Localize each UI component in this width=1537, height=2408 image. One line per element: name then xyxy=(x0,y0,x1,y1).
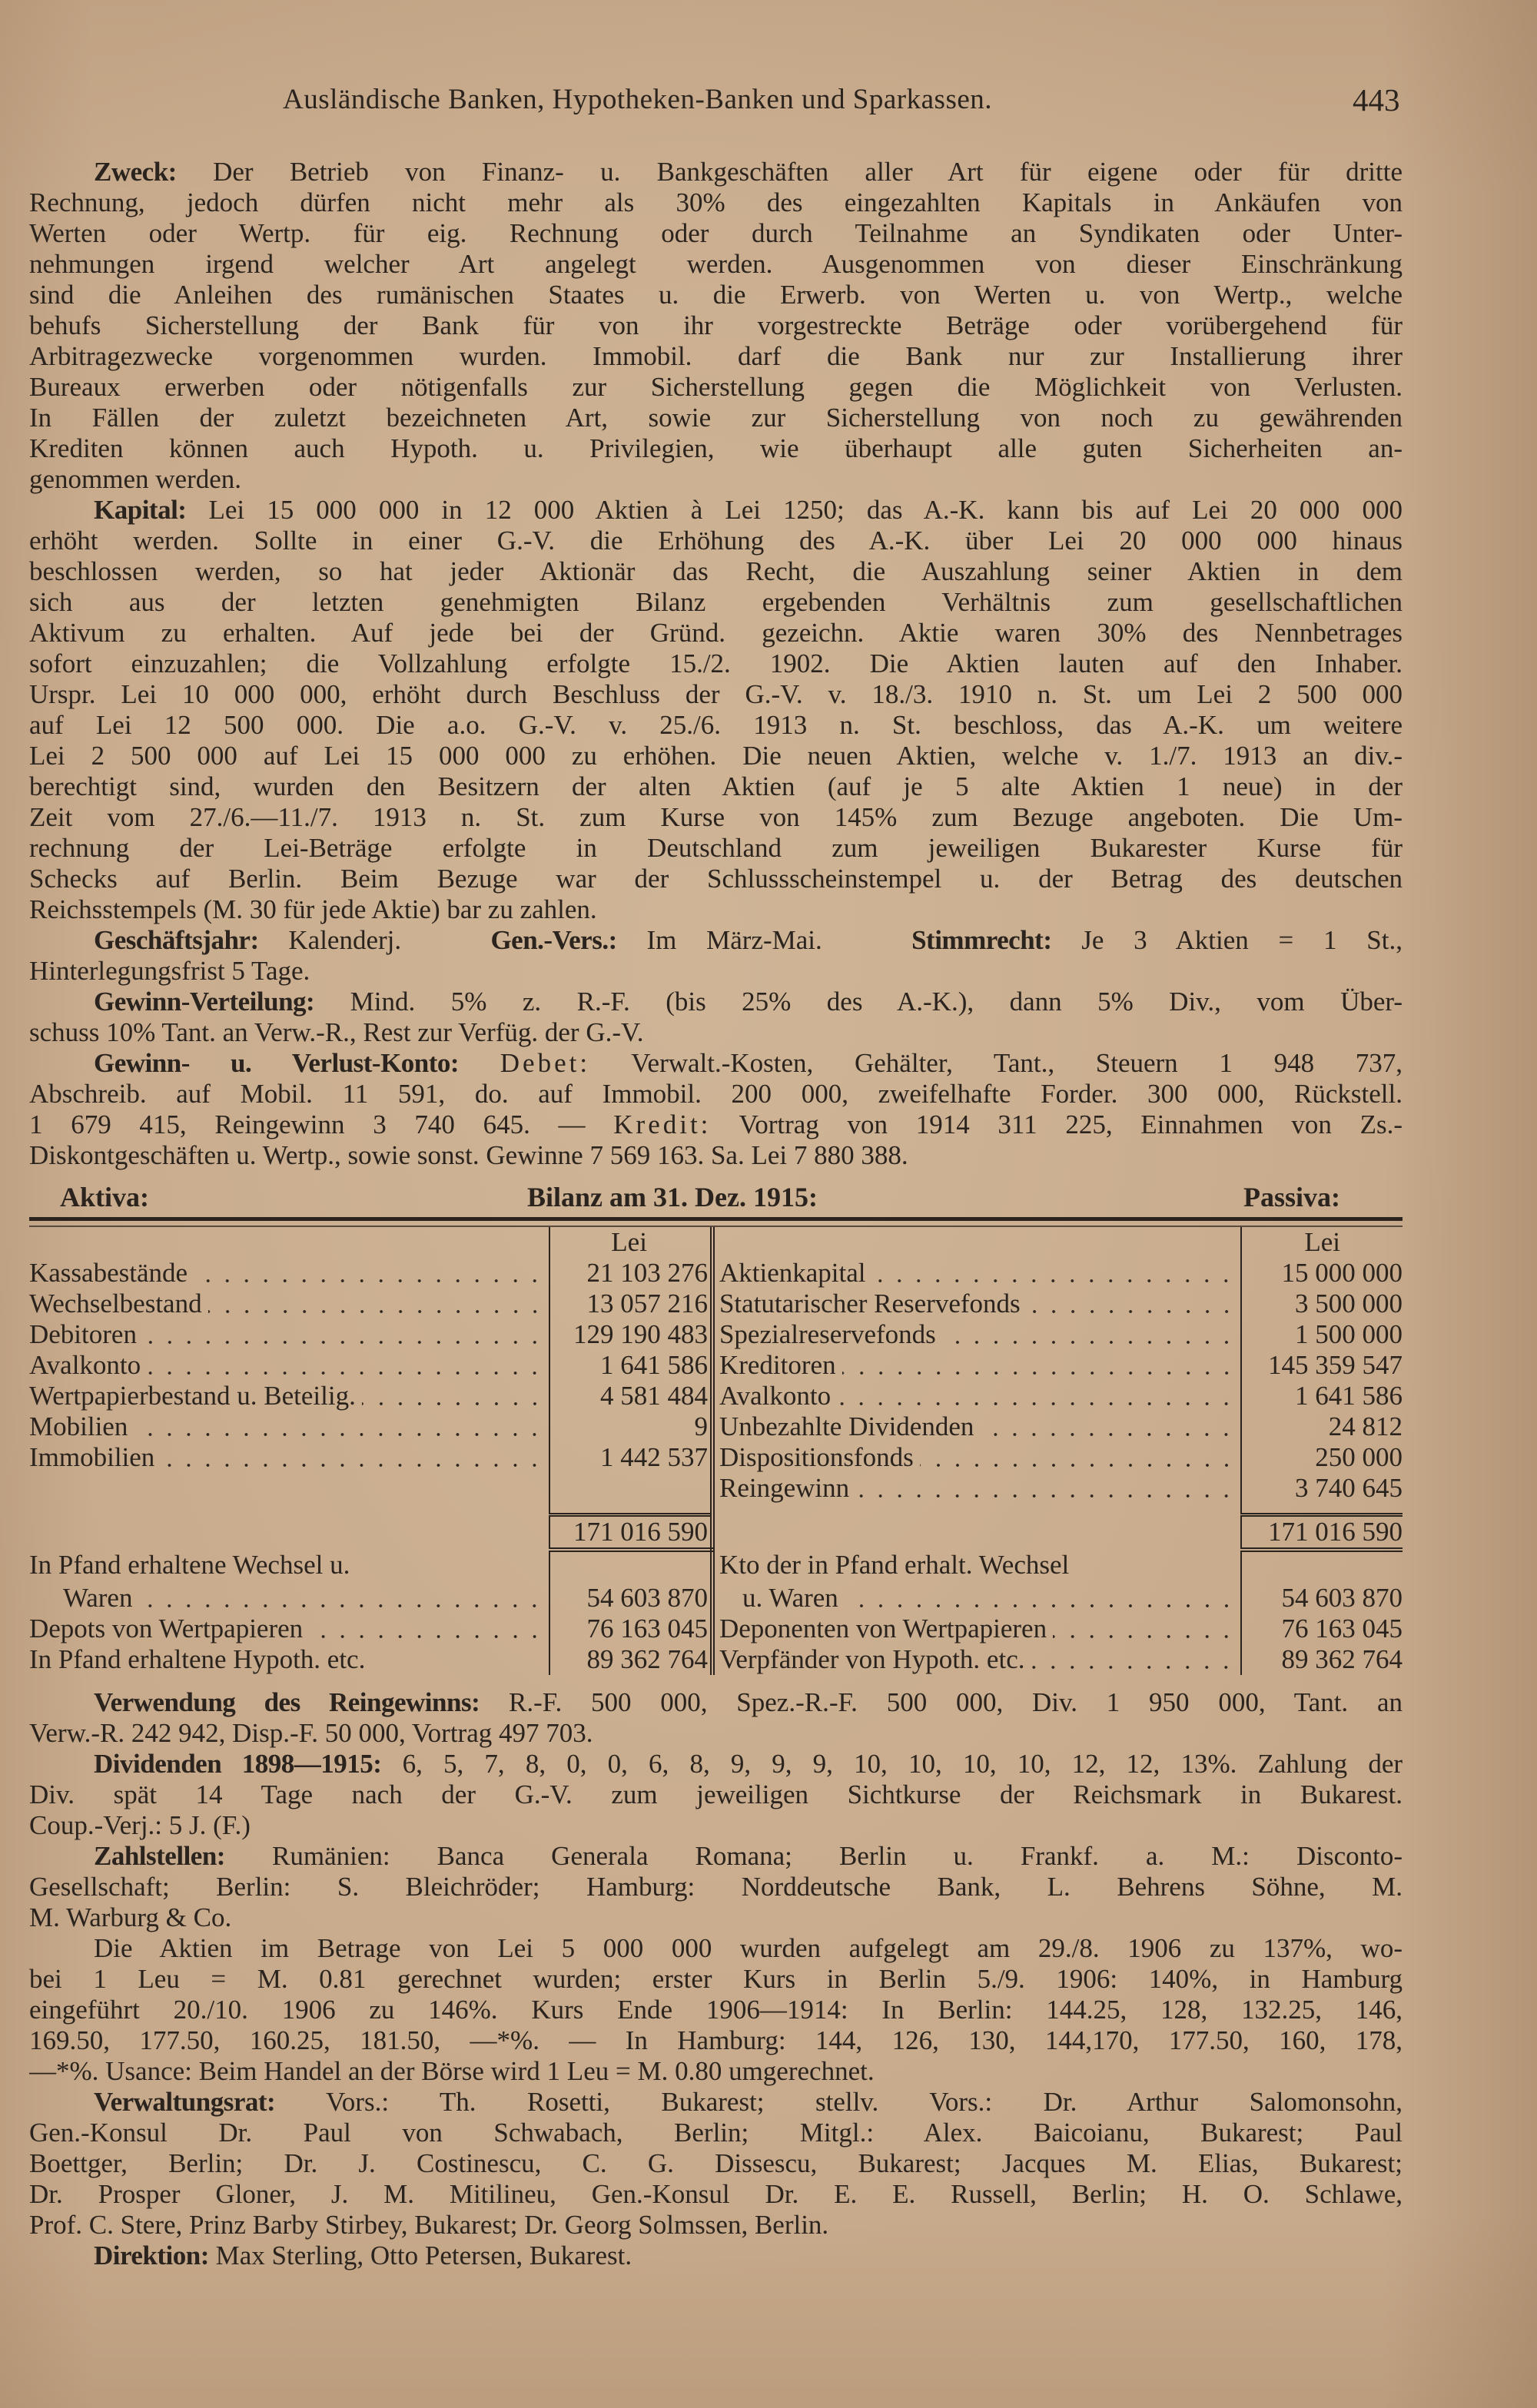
balance-table xyxy=(29,1227,1403,1675)
text-line xyxy=(29,218,1403,249)
dot-leader xyxy=(842,1350,1237,1381)
balance-sheet-title: Bilanz am 31. Dez. 1915: xyxy=(527,1182,818,1212)
text-line xyxy=(29,802,1403,833)
account-label xyxy=(29,1644,544,1675)
account-label-cell xyxy=(29,1411,549,1442)
dot-leader xyxy=(147,1350,544,1381)
line-text: sich aus der letzten genehmigten Bilanz ergebenden Verhältnis zum gesellschaftlichen xyxy=(29,587,1403,617)
account-label-cell xyxy=(712,1442,1241,1473)
line-text: —*%. Usance: Beim Handel an der Börse wird 1 Leu = M. 0.80 umgerechnet. xyxy=(29,2056,875,2086)
account-label xyxy=(29,1473,544,1504)
paragraph xyxy=(29,1933,1403,2087)
total-assets: 171 016 590 xyxy=(549,1515,712,1551)
liability-value: 145 359 547 xyxy=(1241,1350,1403,1381)
account-label-cell xyxy=(29,1583,549,1614)
text-line xyxy=(29,341,1403,372)
account-label-cell xyxy=(29,1644,549,1675)
text-line xyxy=(29,1872,1403,1902)
text-line xyxy=(29,1902,1403,1933)
line-text: beschlossen werden, so hat jeder Aktionär das Recht, die Auszahlung seiner Aktien in dem xyxy=(29,556,1403,586)
text-line xyxy=(29,864,1403,894)
section-label: Kapital: xyxy=(94,495,187,525)
empty-cell xyxy=(549,1504,712,1515)
section-label: Verwaltungsrat: xyxy=(94,2087,276,2117)
account-name: Aktienkapital xyxy=(719,1258,866,1288)
account-label-cell xyxy=(29,1614,549,1644)
text-line xyxy=(29,1964,1403,1995)
account-label-cell xyxy=(29,1442,549,1473)
line-text: Coup.-Verj.: 5 J. (F.) xyxy=(29,1810,251,1840)
paragraph xyxy=(29,1841,1403,1933)
pledge-row xyxy=(29,1644,1403,1675)
text-line xyxy=(29,741,1403,771)
account-label xyxy=(719,1550,1236,1580)
text-line xyxy=(29,1718,1403,1749)
dot-leader xyxy=(309,1614,544,1644)
paragraph xyxy=(29,925,1403,987)
liability-value: 1 500 000 xyxy=(1241,1319,1403,1350)
line-text: Arbitragezwecke vorgenommen wurden. Immobil. darf die Bank nur zur Installierung ihrer xyxy=(29,341,1403,371)
line-text: Prof. C. Stere, Prinz Barby Stirbey, Bukarest; Dr. Georg Solmssen, Berlin. xyxy=(29,2210,829,2240)
section-label: Geschäftsjahr: xyxy=(94,925,259,955)
line-text: Reichsstempels (M. 30 für jede Aktie) bar zu zahlen. xyxy=(29,894,597,924)
line-text: Urspr. Lei 10 000 000, erhöht durch Beschluss der G.-V. v. 18./3. 1910 n. St. um Lei 2 500 000 xyxy=(29,679,1403,709)
dot-leader xyxy=(362,1381,544,1411)
paragraph xyxy=(29,2241,1403,2271)
line-text: berechtigt sind, wurden den Besitzern der alten Aktien (auf je 5 alte Aktien 1 neue) in der xyxy=(29,771,1403,801)
text-line xyxy=(29,2056,1403,2087)
line-text: M. Warburg & Co. xyxy=(29,1902,232,1932)
account-label-cell xyxy=(712,1350,1241,1381)
text-line xyxy=(29,987,1403,1017)
account-name: Avalkonto xyxy=(719,1381,832,1411)
line-text: Der Betrieb von Finanz- u. Bankgeschäften aller Art für eigene oder für dritte xyxy=(176,157,1403,187)
dot-leader xyxy=(143,1319,544,1350)
dot-leader xyxy=(194,1258,544,1289)
account-label-cell xyxy=(712,1289,1241,1319)
line-text: sind die Anleihen des rumänischen Staates u. die Erwerb. von Werten u. von Wertp., welche xyxy=(29,280,1403,310)
section-label: Verwendung des Reingewinns: xyxy=(94,1687,480,1717)
account-label-cell xyxy=(712,1644,1241,1675)
liability-value: 24 812 xyxy=(1241,1411,1403,1442)
dot-leader xyxy=(1027,1289,1237,1319)
account-label-cell xyxy=(712,1411,1241,1442)
asset-value: 21 103 276 xyxy=(549,1258,712,1289)
paragraph xyxy=(29,987,1403,1048)
account-name: Spezialreservefonds xyxy=(719,1319,936,1349)
line-text: 1 679 415, Reingewinn 3 740 645. — xyxy=(29,1109,614,1139)
text-line xyxy=(29,1109,1403,1140)
text-line xyxy=(29,894,1403,925)
asset-value: 9 xyxy=(549,1411,712,1442)
liability-value: 15 000 000 xyxy=(1241,1258,1403,1289)
body-text-bottom xyxy=(29,1687,1403,2271)
line-text: 169.50, 177.50, 160.25, 181.50, —*%. — In Hamburg: 144, 126, 130, 144,170, 177.50, 160, 178, xyxy=(29,2025,1403,2055)
account-label xyxy=(29,1350,544,1381)
dot-leader xyxy=(942,1319,1236,1350)
pledge-row xyxy=(29,1614,1403,1644)
aktiva-heading: Aktiva: xyxy=(60,1182,149,1212)
line-text: Vortrag von 1914 311 225, Einnahmen von Zs.- xyxy=(711,1109,1403,1139)
account-label xyxy=(29,1614,544,1644)
account-label-cell xyxy=(712,1583,1241,1614)
account-label-cell xyxy=(712,1473,1241,1504)
account-name: Statutarischer Reservefonds xyxy=(719,1289,1021,1318)
line-text: Mind. 5% z. R.-F. (bis 25% des A.-K.), dann 5% Div., vom Über- xyxy=(314,987,1403,1017)
line-text: Kalenderj. xyxy=(258,925,491,955)
line-text: Div. spät 14 Tage nach der G.-V. zum jeweiligen Sichtkurse der Reichsmark in Bukarest. xyxy=(29,1779,1403,1809)
paragraph xyxy=(29,1048,1403,1171)
section-label: Zahlstellen: xyxy=(94,1841,225,1871)
balance-row xyxy=(29,1473,1403,1504)
liability-value: 1 641 586 xyxy=(1241,1381,1403,1411)
asset-value: 1 641 586 xyxy=(549,1350,712,1381)
empty-cell xyxy=(29,1504,549,1515)
account-name: In Pfand erhaltene Hypoth. etc. xyxy=(29,1644,366,1674)
text-line xyxy=(29,280,1403,310)
line-text: Gesellschaft; Berlin: S. Bleichröder; Hamburg: Norddeutsche Bank, L. Behrens Söhne, M. xyxy=(29,1872,1403,1902)
page-body xyxy=(29,157,1403,2271)
balance-row xyxy=(29,1319,1403,1350)
empty-cell xyxy=(712,1227,1241,1258)
line-text: Im März-Mai. xyxy=(616,925,912,955)
section-label: Stimmrecht: xyxy=(911,925,1052,955)
account-name: Kreditoren xyxy=(719,1350,836,1380)
balance-row xyxy=(29,1381,1403,1411)
balance-row xyxy=(29,1442,1403,1473)
account-name: Mobilien xyxy=(29,1411,128,1441)
text-line xyxy=(29,833,1403,864)
dot-leader xyxy=(1031,1644,1236,1675)
asset-value: 89 362 764 xyxy=(549,1644,712,1675)
text-line xyxy=(29,771,1403,802)
dot-leader xyxy=(1053,1614,1236,1644)
text-line xyxy=(29,1779,1403,1810)
passiva-heading: Passiva: xyxy=(1243,1182,1340,1212)
text-line xyxy=(29,1933,1403,1964)
text-line xyxy=(29,2118,1403,2148)
asset-value: 129 190 483 xyxy=(549,1319,712,1350)
line-text: schuss 10% Tant. an Verw.-R., Rest zur Verfüg. der G.-V. xyxy=(29,1017,644,1047)
section-label: Zweck: xyxy=(94,157,177,187)
account-label xyxy=(29,1289,544,1319)
account-name: Avalkonto xyxy=(29,1350,141,1380)
account-name: Unbezahlte Dividenden xyxy=(719,1411,974,1441)
text-line xyxy=(29,710,1403,741)
pledge-row xyxy=(29,1583,1403,1614)
line-text: auf Lei 12 500 000. Die a.o. G.-V. v. 25./6. 1913 n. St. beschloss, das A.-K. um weitere xyxy=(29,710,1403,740)
account-label-cell xyxy=(29,1319,549,1350)
liability-value: 54 603 870 xyxy=(1241,1583,1403,1614)
account-label-cell xyxy=(712,1614,1241,1644)
account-name: Kassabestände xyxy=(29,1258,188,1288)
text-line xyxy=(29,2087,1403,2118)
account-label xyxy=(719,1319,1236,1350)
balance-sheet-heading xyxy=(29,1180,1403,1214)
account-label xyxy=(719,1289,1236,1319)
section-label: Gewinn- u. Verlust-Konto: xyxy=(94,1048,460,1078)
line-text: Lei 2 500 000 auf Lei 15 000 000 zu erhöhen. Die neuen Aktien, welche v. 1./7. 1913 an div.- xyxy=(29,741,1403,771)
dot-leader xyxy=(138,1583,544,1614)
running-title: Ausländische Banken, Hypotheken-Banken und Sparkassen. xyxy=(283,84,993,115)
paragraph xyxy=(29,2087,1403,2241)
line-text: Abschreib. auf Mobil. 11 591, do. auf Immobil. 200 000, zweifelhafte Forder. 300 000, Rückstell. xyxy=(29,1079,1403,1109)
balance-row xyxy=(29,1411,1403,1442)
text-line xyxy=(29,1048,1403,1079)
text-line xyxy=(29,1841,1403,1872)
spaced-label: Kredit: xyxy=(613,1109,712,1139)
page-number: 443 xyxy=(1353,82,1400,118)
text-line xyxy=(29,372,1403,403)
account-label xyxy=(29,1258,544,1289)
text-line xyxy=(29,310,1403,341)
dot-leader xyxy=(134,1411,544,1442)
balance-row xyxy=(29,1289,1403,1319)
line-text: nehmungen irgend welcher Art angelegt werden. Ausgenommen von dieser Einschränkung xyxy=(29,249,1403,279)
line-text: bei 1 Leu = M. 0.81 gerechnet wurden; erster Kurs in Berlin 5./9. 1906: 140%, in Hamburg xyxy=(29,1964,1403,1994)
line-text: Diskontgeschäften u. Wertp., sowie sonst. Gewinne 7 569 163. Sa. Lei 7 880 388. xyxy=(29,1140,908,1170)
body-text-top xyxy=(29,157,1403,1171)
liability-value: 89 362 764 xyxy=(1241,1644,1403,1675)
account-label xyxy=(719,1473,1236,1504)
line-text: Verwalt.-Kosten, Gehälter, Tant., Steuern 1 948 737, xyxy=(590,1048,1403,1078)
line-text: Verw.-R. 242 942, Disp.-F. 50 000, Vortrag 497 703. xyxy=(29,1718,593,1748)
liability-value: 250 000 xyxy=(1241,1442,1403,1473)
text-line xyxy=(29,2148,1403,2179)
text-line xyxy=(29,526,1403,556)
liability-value xyxy=(1241,1550,1403,1583)
text-line xyxy=(29,679,1403,710)
account-name: Dispositionsfonds xyxy=(719,1442,914,1472)
account-label xyxy=(29,1411,544,1442)
running-header xyxy=(0,83,1537,121)
text-line xyxy=(29,495,1403,526)
account-label-cell xyxy=(712,1258,1241,1289)
text-line xyxy=(29,187,1403,218)
line-text: eingeführt 20./10. 1906 zu 146%. Kurs Ende 1906—1914: In Berlin: 144.25, 128, 132.25, 146, xyxy=(29,1995,1403,2025)
account-label xyxy=(719,1442,1236,1473)
balance-row xyxy=(29,1258,1403,1289)
text-line xyxy=(29,1995,1403,2025)
line-text xyxy=(459,1048,500,1078)
line-text: Dr. Prosper Gloner, J. M. Mitilineu, Gen.-Konsul Dr. E. E. Russell, Berlin; H. O. Schlawe, xyxy=(29,2179,1403,2209)
text-line xyxy=(29,1140,1403,1171)
account-name: Immobilien xyxy=(29,1442,155,1472)
spacer-row xyxy=(29,1504,1403,1515)
asset-value xyxy=(549,1473,712,1504)
liability-value: 76 163 045 xyxy=(1241,1614,1403,1644)
line-text: behufs Sicherstellung der Bank für von ihr vorgestreckte Beträge oder vorübergehend für xyxy=(29,310,1403,340)
line-text: Schecks auf Berlin. Beim Bezuge war der Schlussscheinstempel u. der Betrag des deutschen xyxy=(29,864,1403,894)
text-line xyxy=(29,464,1403,495)
liability-value: 3 500 000 xyxy=(1241,1289,1403,1319)
text-line xyxy=(29,925,1403,956)
text-line xyxy=(29,618,1403,648)
account-label xyxy=(29,1442,544,1473)
text-line xyxy=(29,956,1403,987)
line-text: Zeit vom 27./6.—11./7. 1913 n. St. zum Kurse von 145% zum Bezuge angeboten. Die Um- xyxy=(29,802,1403,832)
line-text: Aktivum zu erhalten. Auf jede bei der Gründ. gezeichn. Aktie waren 30% des Nennbetrages xyxy=(29,618,1403,648)
dot-leader xyxy=(855,1473,1236,1504)
text-line xyxy=(29,2241,1403,2271)
dot-leader xyxy=(871,1258,1236,1289)
text-line xyxy=(29,1687,1403,1718)
dot-leader xyxy=(980,1411,1236,1442)
account-name: u. Waren xyxy=(742,1583,838,1613)
line-text: Die Aktien im Betrage von Lei 5 000 000 wurden aufgelegt am 29./8. 1906 zu 137%, wo- xyxy=(94,1933,1403,1963)
account-name: Waren xyxy=(63,1583,133,1613)
line-text: rechnung der Lei-Beträge erfolgte in Deutschland zum jeweiligen Bukarester Kurse für xyxy=(29,833,1403,863)
line-text: Max Sterling, Otto Petersen, Bukarest. xyxy=(208,2241,632,2270)
line-text: Hinterlegungsfrist 5 Tage. xyxy=(29,956,310,986)
account-label-cell xyxy=(712,1319,1241,1350)
text-line xyxy=(29,587,1403,618)
account-label xyxy=(719,1381,1236,1411)
text-line xyxy=(29,1017,1403,1048)
text-line xyxy=(29,157,1403,187)
line-text: sofort einzuzahlen; die Vollzahlung erfolgte 15./2. 1902. Die Aktien lauten auf den Inhaber. xyxy=(29,648,1403,678)
total-liabilities: 171 016 590 xyxy=(1241,1515,1403,1551)
paragraph xyxy=(29,1749,1403,1841)
account-name: Wechselbestand xyxy=(29,1289,202,1318)
empty-cell xyxy=(1241,1504,1403,1515)
line-text: In Fällen der zuletzt bezeichneten Art, sowie zur Sicherstellung von noch zu gewährenden xyxy=(29,403,1403,433)
line-text: Bureaux erwerben oder nötigenfalls zur Sicherstellung gegen die Möglichkeit von Verlusten. xyxy=(29,372,1403,402)
dot-leader xyxy=(208,1289,545,1319)
account-label xyxy=(29,1583,544,1614)
line-text: Boettger, Berlin; Dr. J. Costinescu, C. G. Dissescu, Bukarest; Jacques M. Elias, Bukarest; xyxy=(29,2148,1403,2178)
text-line xyxy=(29,1079,1403,1109)
text-line xyxy=(29,2210,1403,2241)
asset-value: 13 057 216 xyxy=(549,1289,712,1319)
empty-cell xyxy=(29,1515,549,1551)
account-name: Kto der in Pfand erhalt. Wechsel xyxy=(719,1550,1070,1580)
heading-rule-thick xyxy=(29,1217,1403,1221)
account-name: In Pfand erhaltene Wechsel u. xyxy=(29,1550,350,1580)
line-text: Gen.-Konsul Dr. Paul von Schwabach, Berlin; Mitgl.: Alex. Baicoianu, Bukarest; Paul xyxy=(29,2118,1403,2148)
account-label xyxy=(719,1411,1236,1442)
currency-label: Lei xyxy=(1241,1227,1403,1258)
empty-cell xyxy=(712,1504,1241,1515)
account-name: Depots von Wertpapieren xyxy=(29,1614,304,1643)
section-label: Dividenden 1898—1915: xyxy=(94,1749,382,1779)
asset-value xyxy=(549,1550,712,1583)
line-text: Rechnung, jedoch dürfen nicht mehr als 30% des eingezahlten Kapitals in Ankäufen von xyxy=(29,187,1403,217)
account-name: Deponenten von Wertpapieren xyxy=(719,1614,1047,1643)
account-name: Reingewinn xyxy=(719,1473,850,1503)
text-line xyxy=(29,2179,1403,2210)
line-text: 6, 5, 7, 8, 0, 0, 6, 8, 9, 9, 9, 10, 10, 10, 10, 12, 12, 13%. Zahlung der xyxy=(381,1749,1403,1779)
account-label-cell xyxy=(29,1473,549,1504)
account-label xyxy=(719,1350,1236,1381)
empty-cell xyxy=(29,1227,549,1258)
section-label: Direktion: xyxy=(94,2241,209,2270)
dot-leader xyxy=(837,1381,1236,1411)
account-label-cell xyxy=(29,1381,549,1411)
text-line xyxy=(29,1810,1403,1841)
dot-leader xyxy=(845,1583,1236,1614)
balance-row xyxy=(29,1350,1403,1381)
account-label xyxy=(719,1258,1236,1289)
account-name: Verpfänder von Hypoth. etc. xyxy=(719,1644,1025,1674)
account-label xyxy=(719,1614,1236,1644)
dot-leader xyxy=(161,1442,544,1473)
asset-value: 4 581 484 xyxy=(549,1381,712,1411)
line-text: erhöht werden. Sollte in einer G.-V. die Erhöhung des A.-K. über Lei 20 000 000 hinaus xyxy=(29,526,1403,556)
account-label xyxy=(29,1550,544,1580)
account-name: Wertpapierbestand u. Beteilig. xyxy=(29,1381,356,1411)
account-label-cell xyxy=(29,1258,549,1289)
text-line xyxy=(29,1749,1403,1779)
paragraph xyxy=(29,1687,1403,1749)
account-name: Debitoren xyxy=(29,1319,137,1349)
line-text: Rumänien: Banca Generala Romana; Berlin u. Frankf. a. M.: Disconto- xyxy=(224,1841,1403,1871)
asset-value: 1 442 537 xyxy=(549,1442,712,1473)
line-text: Je 3 Aktien = 1 St., xyxy=(1051,925,1403,955)
balance-sheet xyxy=(29,1180,1403,1675)
account-label xyxy=(719,1583,1236,1614)
line-text: Lei 15 000 000 in 12 000 Aktien à Lei 1250; das A.-K. kann bis auf Lei 20 000 000 xyxy=(186,495,1403,525)
spaced-label: Debet: xyxy=(500,1048,591,1078)
account-label xyxy=(29,1319,544,1350)
empty-cell xyxy=(712,1515,1241,1551)
text-line xyxy=(29,433,1403,464)
text-line xyxy=(29,2025,1403,2056)
text-line xyxy=(29,556,1403,587)
section-label: Gewinn-Verteilung: xyxy=(94,987,315,1017)
line-text: Vors.: Th. Rosetti, Bukarest; stellv. Vors.: Dr. Arthur Salomonsohn, xyxy=(275,2087,1403,2117)
section-label: Gen.-Vers.: xyxy=(490,925,617,955)
asset-value: 76 163 045 xyxy=(549,1614,712,1644)
line-text: genommen werden. xyxy=(29,464,242,494)
pledge-row xyxy=(29,1550,1403,1583)
line-text: R.-F. 500 000, Spez.-R.-F. 500 000, Div. 1 950 000, Tant. an xyxy=(480,1687,1403,1717)
paragraph xyxy=(29,495,1403,925)
account-label-cell xyxy=(712,1550,1241,1583)
account-label-cell xyxy=(29,1289,549,1319)
asset-value: 54 603 870 xyxy=(549,1583,712,1614)
account-label xyxy=(29,1381,544,1411)
text-line xyxy=(29,249,1403,280)
account-label-cell xyxy=(29,1550,549,1583)
account-label-cell xyxy=(29,1350,549,1381)
total-row xyxy=(29,1515,1403,1551)
text-line xyxy=(29,648,1403,679)
liability-value: 3 740 645 xyxy=(1241,1473,1403,1504)
currency-row xyxy=(29,1227,1403,1258)
paragraph xyxy=(29,157,1403,495)
text-line xyxy=(29,403,1403,433)
line-text: Werten oder Wertp. für eig. Rechnung oder durch Teilnahme an Syndikaten oder Unter- xyxy=(29,218,1403,248)
account-label-cell xyxy=(712,1381,1241,1411)
account-label xyxy=(719,1644,1236,1675)
currency-label: Lei xyxy=(549,1227,712,1258)
line-text: Krediten können auch Hypoth. u. Privilegien, wie überhaupt alle guten Sicherheiten an- xyxy=(29,433,1403,463)
dot-leader xyxy=(920,1442,1236,1473)
